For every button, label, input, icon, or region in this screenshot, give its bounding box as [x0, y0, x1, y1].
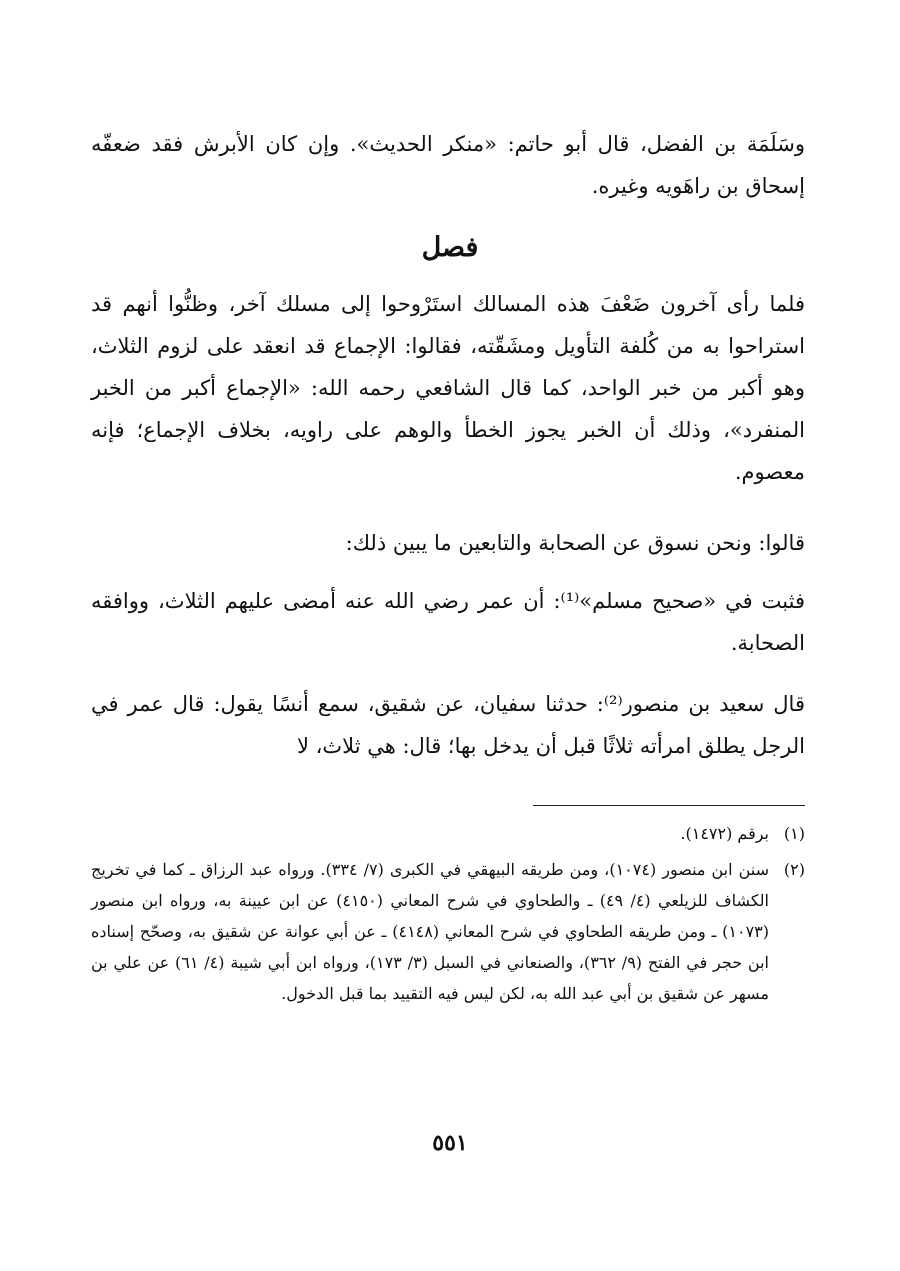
footnote-text: سنن ابن منصور (١٠٧٤)، ومن طريقه البيهقي في الكبرى (٧/ ٣٣٤). ورواه عبد الرزاق ـ كما في تخريج الكشاف للزيلعي (٤/ ٤٩) ـ والطحاوي في شرح المعاني (٤١٥٠) عن ابن عيينة به، ورواه ابن منصور (١٠٧٣) ـ ومن طريقه الطحاوي في شرح المعاني (٤١٤٨) ـ عن أبي عوانة عن شقيق به، وصحّح إسناده ابن حجر في الفتح (٩/ ٣٦٢)، والصنعاني في السبل (٣/ ١٧٣)، ورواه ابن أبي شيبة (٤/ ٦١) عن علي بن مسهر عن شقيق بن أبي عبد الله به، لكن ليس فيه التقييد بما قبل الدخول. — [91, 860, 770, 1003]
paragraph-said-ibn-mansur: قال سعيد بن منصور⁽²⁾: حدثنا سفيان، عن شقيق، سمع أنسًا يقول: قال عمر في الرجل يطلق امرأته ثلاثًا قبل أن يدخل بها؛ قال: هي ثلاث، لا — [91, 692, 805, 758]
footnote-2 — [91, 854, 805, 1009]
paragraph-companions: قالوا: ونحن نسوق عن الصحابة والتابعين ما يبين ذلك: — [345, 531, 805, 555]
footnote-divider — [533, 805, 805, 806]
paragraph-sahih-muslim: فثبت في «صحيح مسلم»⁽¹⁾: أن عمر رضي الله عنه أمضى عليهم الثلاث، ووافقه الصحابة. — [91, 589, 806, 655]
footnote-1 — [91, 818, 805, 849]
paragraph-consensus: فلما رأى آخرون ضَعْفَ هذه المسالك استَرْوحوا إلى مسلك آخر، وظنُّوا أنهم قد استراحوا به من كُلفة التأويل ومشَقّته، فقالوا: الإجماع قد انعقد على لزوم الثلاث، وهو أكبر من خبر الواحد، كما قال الشافعي رحمه الله: «الإجماع أكبر من الخبر المنفرد»، وذلك أن الخبر يجوز الخطأ والوهم على راويه، بخلاف الإجماع؛ فإنه معصوم. — [91, 292, 805, 484]
paragraph-intro: وسَلَمَة بن الفضل، قال أبو حاتم: «منكر الحديث». وإن كان الأبرش فقد ضعفّه إسحاق بن راهَويه وغيره. — [91, 132, 805, 198]
footnote-number: (١) — [783, 824, 805, 843]
footnote-number: (٢) — [783, 860, 805, 879]
section-heading: فصل — [421, 232, 479, 263]
page-number: ٥٥١ — [432, 1130, 468, 1156]
footnote-text: برقم (١٤٧٢). — [680, 824, 769, 843]
